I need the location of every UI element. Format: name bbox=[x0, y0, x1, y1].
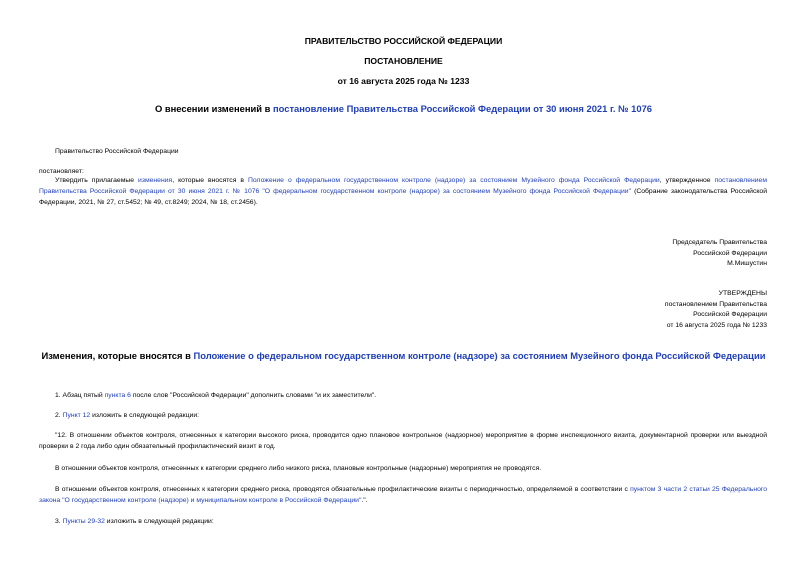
quote-paragraph-3: В отношении объектов контроля, отнесенных к категории среднего риска, проводятся обязательные профилактические визиты с периодичностью, определяемой в соответствии с пунктом 3 части 2 статьи 25 Федерального закона "О государственном контроле (надзоре) и муниципальном контроле в Российской Федерации".". bbox=[39, 486, 767, 504]
item-3-link[interactable]: Пункты 29-32 bbox=[62, 518, 105, 525]
subject-link[interactable]: постановление Правительства Российской Федерации от 30 июня 2021 г. № 1076 bbox=[272, 103, 653, 114]
changes-link[interactable]: изменения bbox=[138, 177, 173, 184]
item-1-link[interactable]: пункта 6 bbox=[104, 392, 131, 399]
approval-line-1: УТВЕРЖДЕНЫ bbox=[718, 290, 767, 297]
document-type: ПОСТАНОВЛЕНИЕ bbox=[364, 56, 443, 66]
government-heading: ПРАВИТЕЛЬСТВО РОССИЙСКОЙ ФЕДЕРАЦИИ bbox=[304, 36, 503, 46]
approval-line-3: Российской Федерации bbox=[693, 311, 767, 318]
quote-paragraph-2: В отношении объектов контроля, отнесенных к категории среднего либо низкого риска, плановые контрольные (надзорные) мероприятия не проводятся. bbox=[55, 465, 542, 472]
item-2: 2. Пункт 12 изложить в следующей редакции: bbox=[55, 412, 200, 419]
quote-paragraph-1: "12. В отношении объектов контроля, отнесенных к категории высокого риска, проводится одно плановое контрольное (надзорное) мероприятие в форме инспекционного визита, документарной проверки или выездной проверки в 2 года либо один обязательный профилактический визит в год. bbox=[39, 432, 767, 450]
signature-name: М.Мишустин bbox=[727, 260, 767, 267]
document-subject bbox=[0, 103, 807, 114]
resolution-link[interactable]: постановлением Правительства Российской Федерации от 30 июня 2021 г. № 1076 "О федеральном государственном контроле (надзоре) за состоянием Музейного фонда Российской Федерации" bbox=[39, 177, 768, 195]
approval-line-4: от 16 августа 2025 года № 1233 bbox=[666, 321, 767, 329]
government-name: Правительство Российской Федерации bbox=[55, 148, 179, 155]
resolves-text: постановляет: bbox=[39, 168, 84, 175]
changes-title-link[interactable]: Положение о федеральном государственном контроле (надзоре) за состоянием Музейного фонда Российской Федерации bbox=[193, 350, 766, 361]
item-2-link[interactable]: Пункт 12 bbox=[62, 412, 91, 419]
regulation-link[interactable]: Положение о федеральном государственном контроле (надзоре) за состоянием Музейного фонда Российской Федерации bbox=[248, 177, 660, 184]
signature-line-2: Российской Федерации bbox=[693, 249, 767, 257]
resolution-paragraph: Утвердить прилагаемые изменения, которые вносятся в Положение о федеральном государственном контроле (надзоре) за состоянием Музейного фонда Российской Федерации, утвержденное постановлением Правительства Российской Федерации от 30 июня 2021 г. № 1076 "О федеральном государственном контроле (надзоре) за состоянием Музейного фонда Российской Федерации" (Собрание законодательства Российской Федерации, 2021, № 27, ст.5452; № 49, ст.8249; 2024, № 18, ст.2456). bbox=[39, 177, 768, 206]
signature-line-1: Председатель Правительства bbox=[672, 239, 767, 246]
document-date: от 16 августа 2025 года № 1233 bbox=[337, 76, 470, 86]
approval-line-2: постановлением Правительства bbox=[664, 300, 767, 308]
federal-law-link[interactable]: Федерального закона "О государственном контроле (надзоре) и муниципальном контроле в Российской Федерации" bbox=[39, 486, 767, 504]
law-article-link[interactable]: пунктом 3 части 2 статьи 25 bbox=[630, 486, 720, 493]
item-1: 1. Абзац пятый пункта 6 после слов "Российской Федерации" дополнить словами "и их заместители". bbox=[55, 392, 377, 399]
approval-block bbox=[467, 289, 767, 331]
subject-prefix: О внесении изменений в bbox=[154, 103, 273, 114]
item-3: 3. Пункты 29-32 изложить в следующей редакции: bbox=[55, 518, 214, 525]
changes-title: Изменения, которые вносятся в Положение о федеральном государственном контроле (надзоре) за состоянием Музейного фонда Российской Федерации bbox=[41, 350, 766, 361]
signature-block bbox=[467, 238, 767, 270]
